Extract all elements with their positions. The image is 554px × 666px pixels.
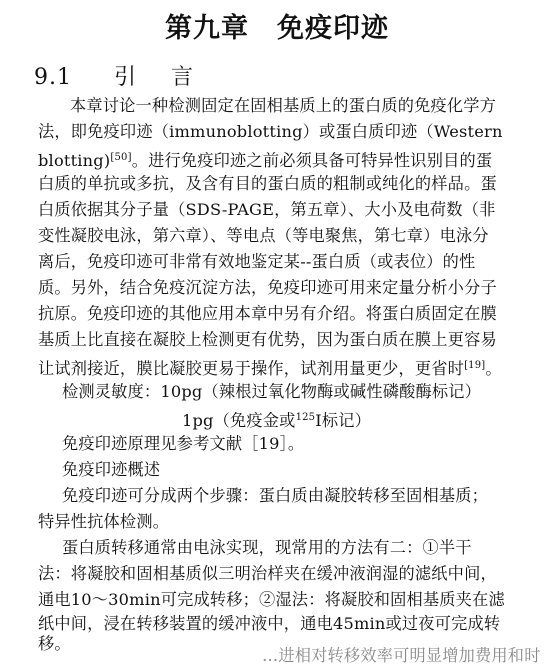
paragraph-line: 白质依据其分子量（SDS-PAGE，第五章）、大小及电荷数（非 bbox=[38, 200, 496, 219]
isotope-superscript: 125 bbox=[295, 412, 316, 423]
subheading: 免疫印迹概述 bbox=[62, 460, 161, 479]
paragraph-line: 纸中间，浸在转移装置的缓冲液中，通电45min或过夜可完成转 bbox=[38, 614, 501, 633]
citation-superscript: [50] bbox=[110, 152, 132, 163]
paragraph-line: 特异性抗体检测。 bbox=[38, 512, 170, 531]
paragraph-line: 法，即免疫印迹（immunoblotting）或蛋白质印迹（Western bbox=[38, 122, 503, 141]
section-heading bbox=[34, 60, 194, 91]
paragraph-line: 让试剂接近，膜比凝胶更易于操作，试剂用量更少，更省时[19]。 bbox=[38, 359, 502, 378]
section-number: 9.1 bbox=[34, 65, 72, 90]
paragraph-line: 变性凝胶电泳，第六章）、等电点（等电聚焦，第七章）电泳分 bbox=[38, 226, 489, 245]
section-title-char-1: 引 bbox=[114, 65, 138, 90]
paragraph-line: 本章讨论一种检测固定在固相基质上的蛋白质的免疫化学方 bbox=[70, 96, 497, 115]
paragraph-line: 法：将凝胶和固相基质似三明治样夹在缓冲液润湿的滤纸中间， bbox=[38, 564, 497, 583]
paragraph-line: 免疫印迹原理见参考文献［19］。 bbox=[62, 434, 305, 453]
citation-superscript: [19] bbox=[464, 360, 486, 371]
paragraph-line: 离后，免疫印迹可非常有效地鉴定某--蛋白质（或表位）的性 bbox=[38, 252, 476, 271]
paragraph-line: 免疫印迹可分成两个步骤：蛋白质由凝胶转移至固相基质； bbox=[62, 486, 489, 505]
paragraph-line: 抗原。免疫印迹的其他应用本章中另有介绍。将蛋白质固定在膜 bbox=[38, 304, 497, 323]
cut-off-line: …进相对转移效率可明显增加费用和时 bbox=[262, 646, 541, 665]
paragraph-line: 移。 bbox=[38, 634, 71, 653]
paragraph-line: 蛋白质转移通常由电泳实现，现常用的方法有二：①半干 bbox=[62, 538, 472, 557]
paragraph-line: 质。另外，结合免疫沉淀方法，免疫印迹可用来定量分析小分子 bbox=[38, 278, 497, 297]
paragraph-line: blotting)[50]。进行免疫印迹之前必须具备可特异性识别目的蛋 bbox=[38, 151, 493, 170]
paragraph-line: 基质上比直接在凝胶上检测更有优势，因为蛋白质在膜上更容易 bbox=[38, 330, 497, 349]
sensitivity-line: 1pg（免疫金或$^{125}$I标记） bbox=[182, 411, 372, 430]
paragraph-line: 通电10～30min可完成转移；②湿法：将凝胶和固相基质夹在滤 bbox=[38, 590, 505, 609]
chapter-title: 第九章 免疫印迹 bbox=[165, 13, 389, 44]
section-title-char-2: 言 bbox=[171, 65, 195, 90]
sensitivity-line: 检测灵敏度：10pg（辣根过氧化物酶或碱性磷酸酶标记） bbox=[62, 382, 482, 401]
paragraph-line: 白质的单抗或多抗，及含有目的蛋白质的粗制或纯化的样品。蛋 bbox=[38, 174, 497, 193]
